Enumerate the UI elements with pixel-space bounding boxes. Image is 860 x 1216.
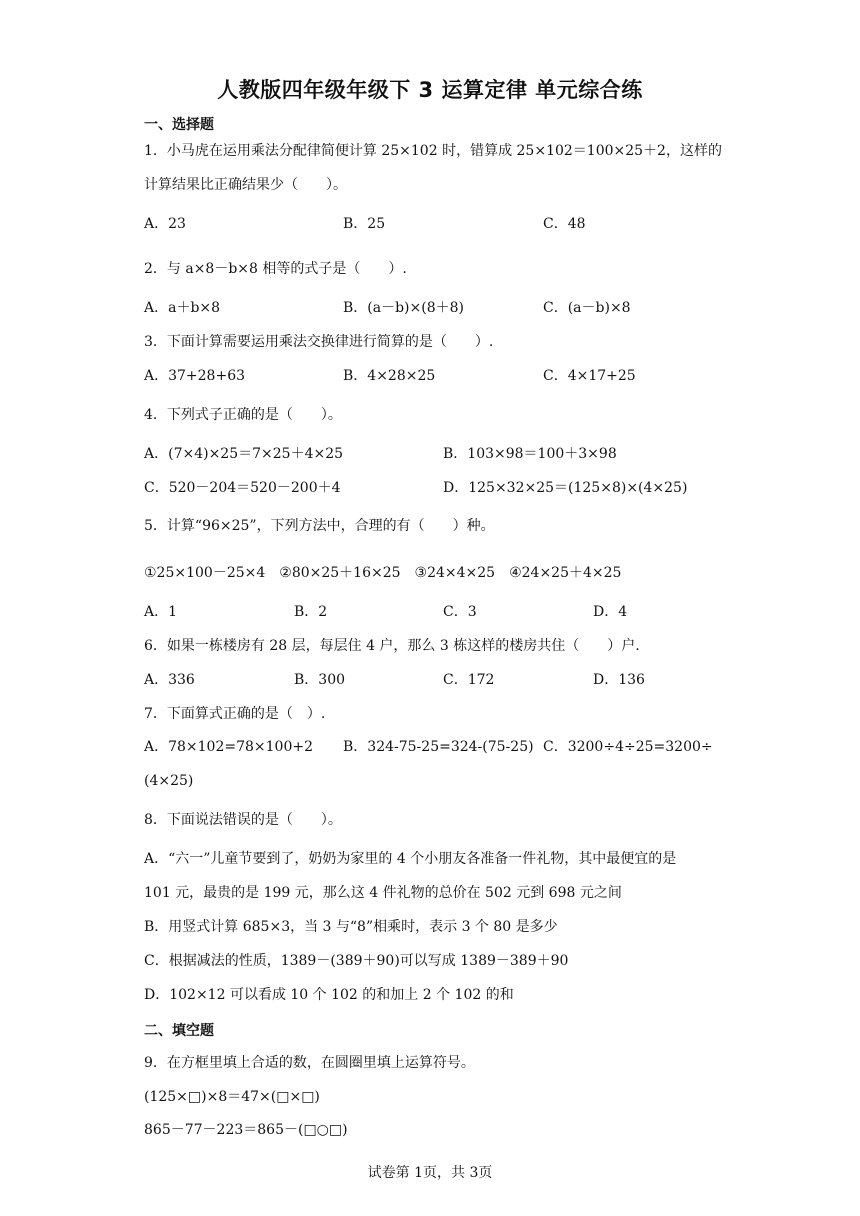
question-6-option-c: C．172 [443, 672, 495, 688]
question-2-option-b: B．(a－b)×(8＋8) [343, 300, 464, 316]
question-5-option-c: C．3 [443, 604, 477, 620]
question-7-option-c-continued: (4×25) [144, 773, 194, 789]
question-3-option-b: B．4×28×25 [343, 368, 436, 384]
question-1-stem-line2: 计算结果比正确结果少（ ）。 [144, 177, 347, 193]
section-heading-fill: 二、填空题 [144, 1023, 214, 1039]
question-1-option-b: B．25 [343, 216, 386, 232]
page-footer: 试卷第 1页，共 3页 [367, 1165, 493, 1181]
question-8-option-d: D．102×12 可以看成 10 个 102 的和加上 2 个 102 的和 [144, 987, 514, 1003]
question-3-option-a: A．37+28+63 [144, 368, 246, 384]
question-1-stem-line1: 1．小马虎在运用乘法分配律简便计算 25×102 时，错算成 25×102＝100×25＋2，这样的 [144, 143, 722, 159]
question-8-option-b: B．用竖式计算 685×3，当 3 与“8”相乘时，表示 3 个 80 是多少 [144, 919, 558, 935]
question-2-option-c: C．(a－b)×8 [543, 300, 631, 316]
question-4-option-b: B．103×98＝100＋3×98 [443, 446, 617, 462]
question-5-methods: ①25×100－25×4 ②80×25＋16×25 ③24×4×25 ④24×25＋4×25 [144, 565, 622, 581]
question-8-option-c: C．根据减法的性质，1389－(389＋90)可以写成 1389－389＋90 [144, 953, 569, 969]
question-8-stem: 8．下面说法错误的是（ ）。 [144, 812, 342, 828]
question-9-expression-1: (125×□)×8＝47×(□×□) [144, 1089, 320, 1105]
question-3-option-c: C．4×17+25 [543, 368, 636, 384]
question-1-option-a: A．23 [144, 216, 186, 232]
question-5-stem: 5．计算“96×25”，下列方法中，合理的有（ ）种。 [144, 518, 495, 534]
question-3-stem: 3．下面计算需要运用乘法交换律进行简算的是（ ）. [144, 334, 494, 350]
question-1-option-c: C．48 [543, 216, 586, 232]
question-6-option-b: B．300 [294, 672, 346, 688]
question-7-stem: 7．下面算式正确的是（ ）. [144, 706, 326, 722]
question-6-option-a: A．336 [144, 672, 195, 688]
question-2-stem: 2．与 a×8－b×8 相等的式子是（ ）. [144, 261, 407, 277]
question-8-option-a-line1: A．“六一”儿童节要到了，奶奶为家里的 4 个小朋友各准备一件礼物，其中最便宜的是 [144, 851, 677, 867]
question-4-option-a: A．(7×4)×25＝7×25＋4×25 [144, 446, 344, 462]
question-9-expression-2: 865－77－223＝865－(□○□) [144, 1122, 348, 1138]
page-title: 人教版四年级年级下 3 运算定律 单元综合练 [217, 78, 643, 102]
question-6-stem: 6．如果一栋楼房有 28 层，每层住 4 户，那么 3 栋这样的楼房共住（ ）户. [144, 638, 640, 654]
question-5-option-d: D．4 [593, 604, 628, 620]
question-4-option-d: D．125×32×25＝(125×8)×(4×25) [443, 480, 688, 496]
question-4-stem: 4．下列式子正确的是（ ）。 [144, 407, 342, 423]
question-2-option-a: A．a＋b×8 [144, 300, 221, 316]
question-4-option-c: C．520－204＝520－200＋4 [144, 480, 341, 496]
question-6-option-d: D．136 [593, 672, 645, 688]
question-7-option-a: A．78×102=78×100+2 [144, 739, 314, 755]
question-8-option-a-line2: 101 元，最贵的是 199 元，那么这 4 件礼物的总价在 502 元到 698 元之间 [144, 885, 622, 901]
section-heading-choice: 一、选择题 [144, 117, 214, 133]
question-5-option-b: B．2 [294, 604, 328, 620]
question-7-option-b: B．324-75-25=324-(75-25) [343, 739, 534, 755]
question-5-option-a: A．1 [144, 604, 178, 620]
question-7-option-c: C．3200÷4÷25=3200÷ [543, 739, 713, 755]
question-9-stem: 9．在方框里填上合适的数，在圆圈里填上运算符号。 [144, 1055, 475, 1071]
